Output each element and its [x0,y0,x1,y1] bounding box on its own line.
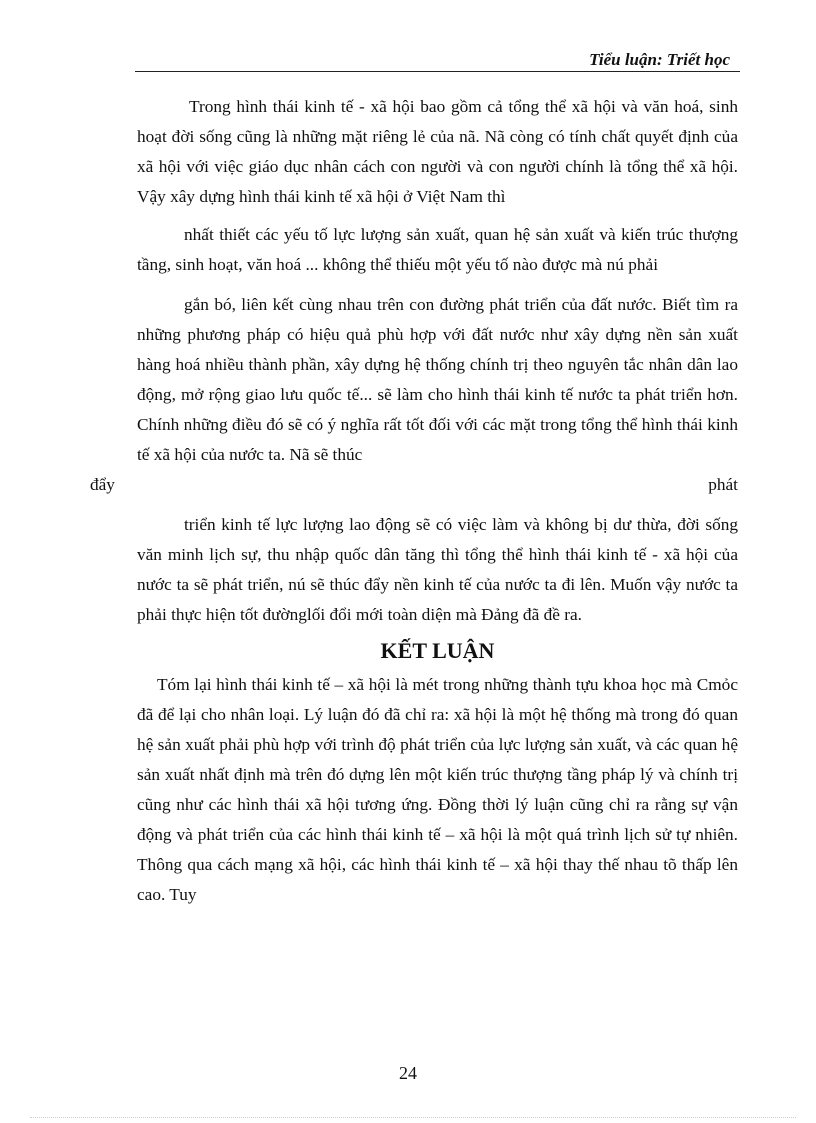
page-number: 24 [399,1063,417,1083]
document-body [90,92,738,910]
paragraph-4: triển kinh tế lực lượng lao động sẽ có việc làm và không bị dư thừa, đời sống văn minh lịch sự, thu nhập quốc dân tăng thì tổng thể hình thái kinh tế - xã hội của nước ta sẽ phát triển, nú sẽ thúc đẩy nền kinh tế của nước ta đi lên. Muốn vậy nước ta phải thực hiện tốt đườnglối đổi mới toàn diện mà Đảng đã đề ra. [137,515,738,624]
paragraph-3 [90,290,738,500]
paragraph-2: nhất thiết các yếu tố lực lượng sản xuất, quan hệ sản xuất và kiến trúc thượng tầng, sinh hoạt, văn hoá ... không thể thiếu một yếu tố nào được mà nú phải [137,225,738,274]
paragraph-3-last-left: đẩy [90,475,115,494]
paragraph-3-text: gắn bó, liên kết cùng nhau trên con đường phát triển của đất nước. Biết tìm ra những phương pháp có hiệu quả phù hợp với đất nước như xây dựng nền sản xuất hàng hoá nhiều thành phần, xây dựng hệ thống chính trị theo nguyên tắc nhân dân lao động, mở rộng giao lưu quốc tế... sẽ làm cho hình thái kinh tế nước ta phát triển hơn. Chính những điều đó sẽ có ý nghĩa rất tốt đối với các mặt trong tổng thể hình thái kinh tế xã hội của nước ta. Nã sẽ thúc [137,295,738,464]
page-header [135,50,740,72]
page-bottom-divider [30,1117,796,1118]
paragraph-3-last-right: phát [708,475,738,494]
paragraph-3-last-line [90,470,738,500]
paragraph-conclusion: Tóm lại hình thái kinh tế – xã hội là mét trong những thành tựu khoa học mà Cmỏc đã để lại cho nhân loại. Lý luận đó đã chỉ ra: xã hội là một hệ thống mà trong đó quan hệ sản xuất phải phù hợp với trình độ phát triển của lực lượng sản xuất, và các quan hệ sản xuất nhất định mà trên đó dựng lên một kiến trúc thượng tầng pháp lý và chính trị cũng như các hình thái xã hội tương ứng. Đồng thời lý luận cũng chỉ ra rằng sự vận động và phát triển của các hình thái kinh tế – xã hội là một quá trình lịch sử tự nhiên. Thông qua cách mạng xã hội, các hình thái kinh tế – xã hội thay thế nhau tõ thấp lên cao. Tuy [137,675,738,904]
conclusion-heading: KẾT LUẬN [380,638,495,663]
paragraph-1: Trong hình thái kinh tế - xã hội bao gồm cả tổng thể xã hội và văn hoá, sinh hoạt đời sống cũng là những mặt riêng lẻ của nã. Nã còng có tính chất quyết định của xã hội với việc giáo dục nhân cách con người và con người chính là tổng thể xã hội. Vậy xây dựng hình thái kinh tế xã hội ở Việt Nam thì [137,97,738,206]
header-title: Tiểu luận: Triết học [589,50,730,69]
